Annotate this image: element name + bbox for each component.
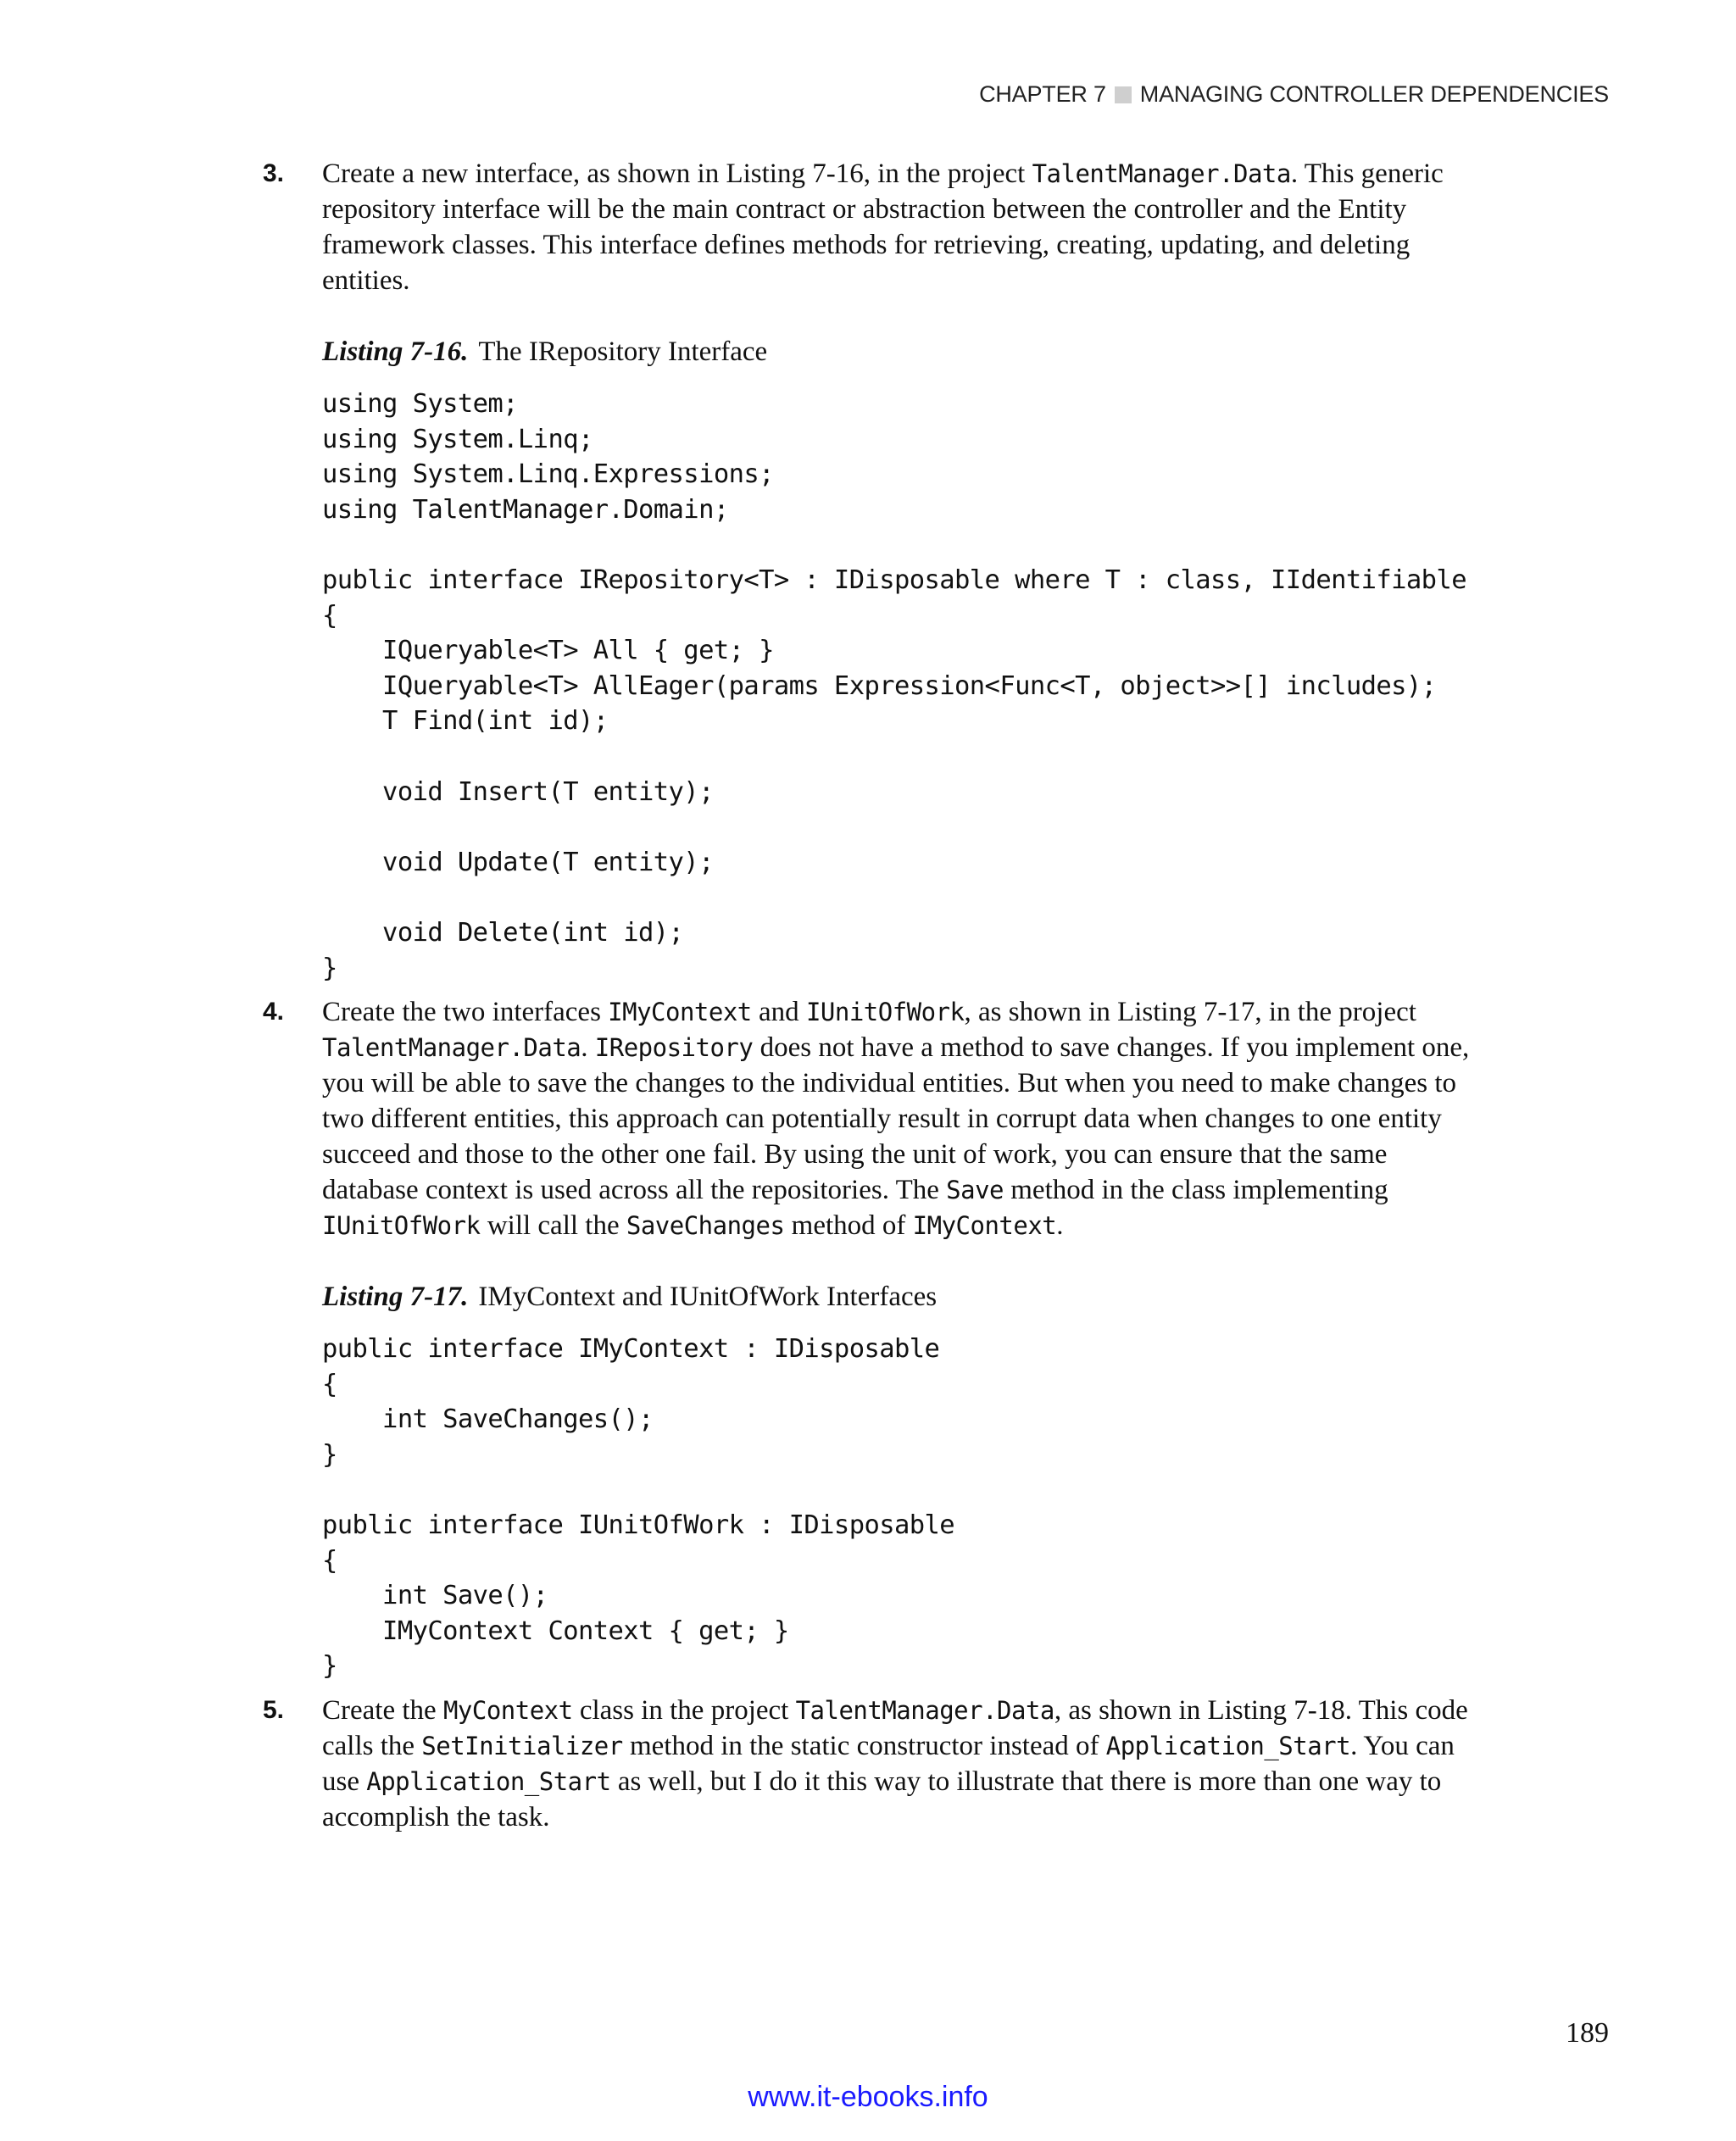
inline-code: TalentManager.Data	[1032, 159, 1291, 188]
inline-code: Save	[946, 1176, 1004, 1205]
code-listing: public interface IMyContext : IDisposable { int SaveChanges(); } public interface IUnitOfWork : IDisposable { int Save(); IMyContext Context { get; } }	[322, 1334, 955, 1682]
inline-code: TalentManager.Data	[795, 1696, 1054, 1726]
header-separator-square	[1115, 86, 1132, 103]
listing-caption	[322, 1279, 1475, 1315]
inline-code: IUnitOfWork	[322, 1211, 481, 1241]
text-run: .	[1056, 1210, 1064, 1242]
step-number: 4.	[263, 998, 285, 1026]
text-run: , as shown in Listing 7-18. This code calls the	[322, 1695, 1468, 1762]
text-run: . You can use	[322, 1731, 1455, 1798]
step-number: 5.	[263, 1696, 285, 1725]
inline-code: IUnitOfWork	[805, 998, 965, 1027]
footer-link[interactable]: www.it-ebooks.info	[748, 2081, 988, 2113]
inline-code: Application_Start	[1105, 1732, 1351, 1761]
text-run: method of	[784, 1210, 913, 1242]
text-run: Create a new interface, as shown in Listing 7-16, in the project	[322, 158, 1032, 189]
running-header	[979, 81, 1609, 108]
text-run: method in the static constructor instead of	[622, 1731, 1106, 1762]
step-paragraph	[322, 994, 1475, 1243]
inline-code: IMyContext	[912, 1211, 1057, 1241]
listing-title: IMyContext and IUnitOfWork Interfaces	[478, 1282, 938, 1313]
text-run: . This generic repository interface will be the main contract or abstraction between the controller and the Entity framework classes. This interface defines methods for retrieving, creating, updating, and deleting entities.	[322, 158, 1444, 296]
inline-code: TalentManager.Data	[322, 1033, 581, 1063]
listing-caption	[322, 334, 1475, 370]
inline-code: IMyContext	[608, 998, 752, 1027]
listing-title: The IRepository Interface	[478, 336, 768, 367]
chapter-label: CHAPTER 7	[979, 81, 1106, 107]
page-number: 189	[1566, 2017, 1609, 2049]
step-paragraph	[322, 156, 1475, 298]
text-run: does not have a method to save changes. If you implement one, you will be able to save the changes to the individual entities. But when you need to make changes to two different entities, this approach can potentially result in corrupt data when changes to one entity succeed and those to the other one fail. By using the unit of work, you can ensure that the same database context is used across all the repositories. The	[322, 1032, 1470, 1206]
text-run: .	[581, 1032, 595, 1064]
text-run: Create the two interfaces	[322, 997, 609, 1028]
step-paragraph	[322, 1693, 1475, 1835]
text-run: will call the	[480, 1210, 626, 1242]
listing-label: Listing 7-17.	[322, 1282, 469, 1313]
inline-code: Application_Start	[366, 1767, 611, 1797]
code-listing: using System; using System.Linq; using System.Linq.Expressions; using TalentManager.Domain; public interface IRepository<T> : IDisposable where T : class, IIdentifiable { IQueryable<T> All { get; } IQueryable<T> AllEager(params Expression<Func<T, object>>[] includes); T Find(int id); void Insert(T entity); void Update(T entity); void Delete(int id); }	[322, 389, 1466, 983]
text-run: class in the project	[572, 1695, 796, 1727]
step-5	[263, 1693, 1475, 1835]
inline-code: SetInitializer	[421, 1732, 623, 1761]
inline-code: SaveChanges	[626, 1211, 785, 1241]
step-number: 3.	[263, 159, 285, 187]
text-run: as well, but I do it this way to illustrate that there is more than one way to accomplish the task.	[322, 1766, 1442, 1833]
page-content	[263, 156, 1475, 1835]
text-run: Create the	[322, 1695, 443, 1727]
inline-code: MyContext	[442, 1696, 573, 1726]
step-3	[263, 156, 1475, 994]
text-run: , as shown in Listing 7-17, in the project	[964, 997, 1416, 1028]
step-4	[263, 994, 1475, 1693]
chapter-title: MANAGING CONTROLLER DEPENDENCIES	[1139, 81, 1609, 107]
text-run: and	[751, 997, 806, 1028]
text-run: method in the class implementing	[1004, 1175, 1388, 1206]
listing-label: Listing 7-16.	[322, 336, 469, 367]
inline-code: IRepository	[594, 1033, 754, 1063]
